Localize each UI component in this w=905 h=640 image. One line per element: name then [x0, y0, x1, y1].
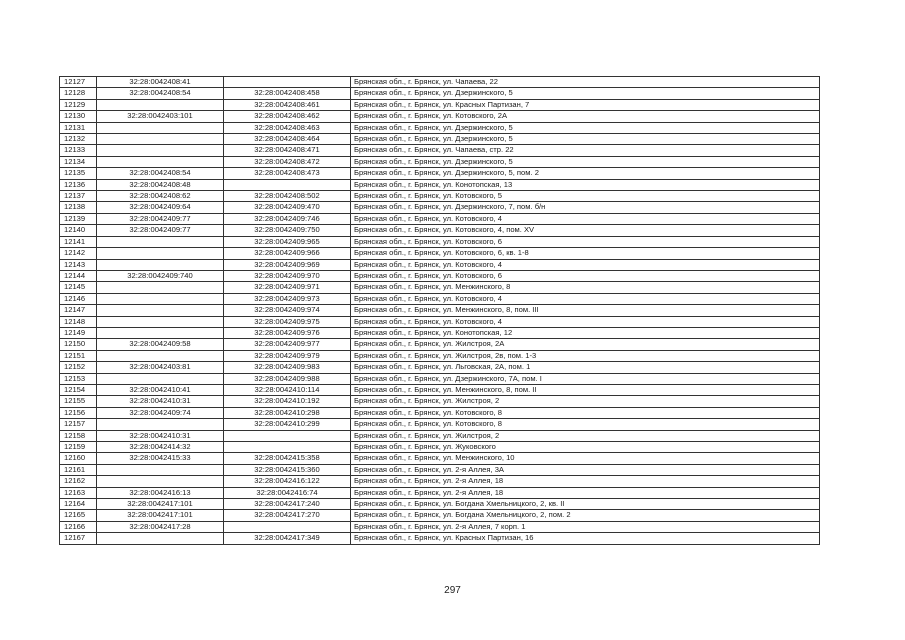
parcel-number-cell — [97, 156, 224, 167]
parcel-number-cell: 32:28:0042408:54 — [97, 88, 224, 99]
address-cell: Брянская обл., г. Брянск, ул. Котовского, 6, кв. 1-8 — [351, 248, 820, 259]
table-row — [60, 464, 820, 475]
object-number-cell — [224, 430, 351, 441]
table-row — [60, 134, 820, 145]
object-number-cell: 32:28:0042408:461 — [224, 99, 351, 110]
object-number-cell — [224, 179, 351, 190]
address-cell: Брянская обл., г. Брянск, ул. Менжинского, 8 — [351, 282, 820, 293]
table-row — [60, 225, 820, 236]
object-number-cell: 32:28:0042409:988 — [224, 373, 351, 384]
address-cell: Брянская обл., г. Брянск, ул. Чапаева, стр. 22 — [351, 145, 820, 156]
object-number-cell: 32:28:0042408:458 — [224, 88, 351, 99]
address-cell: Брянская обл., г. Брянск, ул. Дзержинского, 5 — [351, 134, 820, 145]
table-row — [60, 442, 820, 453]
row-number-cell: 12151 — [60, 350, 97, 361]
address-cell: Брянская обл., г. Брянск, ул. Конотопская, 13 — [351, 179, 820, 190]
table-row — [60, 510, 820, 521]
address-cell: Брянская обл., г. Брянск, ул. Котовского, 2А — [351, 111, 820, 122]
parcel-number-cell: 32:28:0042403:81 — [97, 362, 224, 373]
address-cell: Брянская обл., г. Брянск, ул. Котовского, 8 — [351, 407, 820, 418]
table-row — [60, 396, 820, 407]
table-row — [60, 327, 820, 338]
row-number-cell: 12152 — [60, 362, 97, 373]
object-number-cell: 32:28:0042415:360 — [224, 464, 351, 475]
parcel-number-cell — [97, 327, 224, 338]
parcel-number-cell: 32:28:0042408:54 — [97, 168, 224, 179]
object-number-cell: 32:28:0042410:299 — [224, 419, 351, 430]
table-row — [60, 305, 820, 316]
row-number-cell: 12139 — [60, 213, 97, 224]
object-number-cell: 32:28:0042417:349 — [224, 533, 351, 544]
object-number-cell: 32:28:0042409:965 — [224, 236, 351, 247]
table-row — [60, 487, 820, 498]
cadastral-table — [59, 76, 820, 545]
object-number-cell: 32:28:0042409:977 — [224, 339, 351, 350]
table-row — [60, 122, 820, 133]
row-number-cell: 12162 — [60, 476, 97, 487]
object-number-cell: 32:28:0042409:983 — [224, 362, 351, 373]
row-number-cell: 12131 — [60, 122, 97, 133]
parcel-number-cell: 32:28:0042408:41 — [97, 77, 224, 88]
object-number-cell: 32:28:0042416:122 — [224, 476, 351, 487]
address-cell: Брянская обл., г. Брянск, ул. Жуковского — [351, 442, 820, 453]
row-number-cell: 12132 — [60, 134, 97, 145]
object-number-cell: 32:28:0042409:966 — [224, 248, 351, 259]
row-number-cell: 12137 — [60, 191, 97, 202]
object-number-cell: 32:28:0042417:270 — [224, 510, 351, 521]
object-number-cell: 32:28:0042409:973 — [224, 293, 351, 304]
object-number-cell: 32:28:0042408:473 — [224, 168, 351, 179]
object-number-cell: 32:28:0042409:976 — [224, 327, 351, 338]
address-cell: Брянская обл., г. Брянск, ул. Дзержинского, 5 — [351, 88, 820, 99]
table-row — [60, 191, 820, 202]
row-number-cell: 12144 — [60, 270, 97, 281]
object-number-cell: 32:28:0042409:750 — [224, 225, 351, 236]
row-number-cell: 12128 — [60, 88, 97, 99]
address-cell: Брянская обл., г. Брянск, ул. Котовского, 5 — [351, 191, 820, 202]
parcel-number-cell — [97, 282, 224, 293]
object-number-cell: 32:28:0042409:746 — [224, 213, 351, 224]
row-number-cell: 12153 — [60, 373, 97, 384]
parcel-number-cell — [97, 305, 224, 316]
row-number-cell: 12130 — [60, 111, 97, 122]
parcel-number-cell: 32:28:0042410:31 — [97, 430, 224, 441]
cadastral-table-body — [60, 77, 820, 545]
parcel-number-cell: 32:28:0042409:58 — [97, 339, 224, 350]
address-cell: Брянская обл., г. Брянск, ул. Конотопская, 12 — [351, 327, 820, 338]
table-row — [60, 499, 820, 510]
address-cell: Брянская обл., г. Брянск, ул. Котовского, 8 — [351, 419, 820, 430]
address-cell: Брянская обл., г. Брянск, ул. Красных Партизан, 16 — [351, 533, 820, 544]
parcel-number-cell — [97, 350, 224, 361]
row-number-cell: 12140 — [60, 225, 97, 236]
object-number-cell: 32:28:0042408:464 — [224, 134, 351, 145]
address-cell: Брянская обл., г. Брянск, ул. Дзержинского, 5 — [351, 122, 820, 133]
parcel-number-cell: 32:28:0042409:77 — [97, 213, 224, 224]
page-number: 297 — [444, 585, 461, 596]
row-number-cell: 12143 — [60, 259, 97, 270]
row-number-cell: 12145 — [60, 282, 97, 293]
parcel-number-cell: 32:28:0042415:33 — [97, 453, 224, 464]
parcel-number-cell: 32:28:0042417:101 — [97, 510, 224, 521]
address-cell: Брянская обл., г. Брянск, ул. Менжинского, 10 — [351, 453, 820, 464]
row-number-cell: 12136 — [60, 179, 97, 190]
parcel-number-cell: 32:28:0042408:62 — [97, 191, 224, 202]
parcel-number-cell — [97, 145, 224, 156]
table-row — [60, 202, 820, 213]
table-row — [60, 407, 820, 418]
parcel-number-cell: 32:28:0042409:740 — [97, 270, 224, 281]
table-row — [60, 111, 820, 122]
object-number-cell: 32:28:0042409:975 — [224, 316, 351, 327]
parcel-number-cell — [97, 134, 224, 145]
parcel-number-cell — [97, 419, 224, 430]
table-row — [60, 339, 820, 350]
object-number-cell — [224, 442, 351, 453]
address-cell: Брянская обл., г. Брянск, ул. Дзержинского, 7А, пом. I — [351, 373, 820, 384]
row-number-cell: 12146 — [60, 293, 97, 304]
address-cell: Брянская обл., г. Брянск, ул. Котовского, 6 — [351, 236, 820, 247]
object-number-cell — [224, 521, 351, 532]
object-number-cell: 32:28:0042416:74 — [224, 487, 351, 498]
row-number-cell: 12127 — [60, 77, 97, 88]
address-cell: Брянская обл., г. Брянск, ул. Чапаева, 22 — [351, 77, 820, 88]
table-row — [60, 282, 820, 293]
object-number-cell: 32:28:0042409:970 — [224, 270, 351, 281]
parcel-number-cell — [97, 99, 224, 110]
address-cell: Брянская обл., г. Брянск, ул. Котовского, 4 — [351, 316, 820, 327]
parcel-number-cell — [97, 316, 224, 327]
object-number-cell: 32:28:0042409:971 — [224, 282, 351, 293]
table-row — [60, 213, 820, 224]
address-cell: Брянская обл., г. Брянск, ул. Богдана Хмельницкого, 2, пом. 2 — [351, 510, 820, 521]
address-cell: Брянская обл., г. Брянск, ул. Жилстроя, 2 — [351, 430, 820, 441]
parcel-number-cell — [97, 259, 224, 270]
table-row — [60, 248, 820, 259]
table-row — [60, 236, 820, 247]
object-number-cell: 32:28:0042408:462 — [224, 111, 351, 122]
address-cell: Брянская обл., г. Брянск, ул. Менжинского, 8, пом. III — [351, 305, 820, 316]
address-cell: Брянская обл., г. Брянск, ул. Менжинского, 8, пом. II — [351, 384, 820, 395]
object-number-cell: 32:28:0042409:974 — [224, 305, 351, 316]
row-number-cell: 12166 — [60, 521, 97, 532]
table-row — [60, 316, 820, 327]
address-cell: Брянская обл., г. Брянск, ул. Жилстроя, 2 — [351, 396, 820, 407]
row-number-cell: 12129 — [60, 99, 97, 110]
table-row — [60, 384, 820, 395]
parcel-number-cell: 32:28:0042403:101 — [97, 111, 224, 122]
object-number-cell: 32:28:0042408:502 — [224, 191, 351, 202]
parcel-number-cell — [97, 464, 224, 475]
parcel-number-cell: 32:28:0042409:64 — [97, 202, 224, 213]
table-row — [60, 453, 820, 464]
address-cell: Брянская обл., г. Брянск, ул. Дзержинского, 7, пом. б/н — [351, 202, 820, 213]
table-row — [60, 99, 820, 110]
address-cell: Брянская обл., г. Брянск, ул. Котовского, 6 — [351, 270, 820, 281]
object-number-cell: 32:28:0042409:969 — [224, 259, 351, 270]
address-cell: Брянская обл., г. Брянск, ул. 2-я Аллея, 7 корп. 1 — [351, 521, 820, 532]
address-cell: Брянская обл., г. Брянск, ул. Котовского, 4, пом. XV — [351, 225, 820, 236]
row-number-cell: 12135 — [60, 168, 97, 179]
row-number-cell: 12138 — [60, 202, 97, 213]
parcel-number-cell: 32:28:0042410:31 — [97, 396, 224, 407]
row-number-cell: 12141 — [60, 236, 97, 247]
table-row — [60, 88, 820, 99]
table-row — [60, 476, 820, 487]
object-number-cell: 32:28:0042410:114 — [224, 384, 351, 395]
row-number-cell: 12160 — [60, 453, 97, 464]
row-number-cell: 12159 — [60, 442, 97, 453]
row-number-cell: 12167 — [60, 533, 97, 544]
object-number-cell: 32:28:0042409:470 — [224, 202, 351, 213]
row-number-cell: 12150 — [60, 339, 97, 350]
row-number-cell: 12158 — [60, 430, 97, 441]
address-cell: Брянская обл., г. Брянск, ул. 2-я Аллея, 3А — [351, 464, 820, 475]
parcel-number-cell — [97, 293, 224, 304]
parcel-number-cell: 32:28:0042417:28 — [97, 521, 224, 532]
address-cell: Брянская обл., г. Брянск, ул. Красных Партизан, 7 — [351, 99, 820, 110]
parcel-number-cell: 32:28:0042414:32 — [97, 442, 224, 453]
parcel-number-cell — [97, 236, 224, 247]
object-number-cell: 32:28:0042408:472 — [224, 156, 351, 167]
table-row — [60, 270, 820, 281]
object-number-cell: 32:28:0042408:471 — [224, 145, 351, 156]
parcel-number-cell: 32:28:0042409:74 — [97, 407, 224, 418]
table-row — [60, 533, 820, 544]
table-row — [60, 145, 820, 156]
table-row — [60, 430, 820, 441]
table-row — [60, 168, 820, 179]
object-number-cell: 32:28:0042410:192 — [224, 396, 351, 407]
table-row — [60, 373, 820, 384]
object-number-cell: 32:28:0042410:298 — [224, 407, 351, 418]
object-number-cell: 32:28:0042409:979 — [224, 350, 351, 361]
row-number-cell: 12147 — [60, 305, 97, 316]
row-number-cell: 12163 — [60, 487, 97, 498]
row-number-cell: 12148 — [60, 316, 97, 327]
address-cell: Брянская обл., г. Брянск, ул. Котовского, 4 — [351, 259, 820, 270]
row-number-cell: 12157 — [60, 419, 97, 430]
address-cell: Брянская обл., г. Брянск, ул. Котовского, 4 — [351, 213, 820, 224]
address-cell: Брянская обл., г. Брянск, ул. 2-я Аллея, 18 — [351, 476, 820, 487]
parcel-number-cell — [97, 476, 224, 487]
address-cell: Брянская обл., г. Брянск, ул. Жилстроя, 2в, пом. 1-3 — [351, 350, 820, 361]
row-number-cell: 12164 — [60, 499, 97, 510]
row-number-cell: 12142 — [60, 248, 97, 259]
parcel-number-cell — [97, 533, 224, 544]
table-row — [60, 419, 820, 430]
row-number-cell: 12155 — [60, 396, 97, 407]
address-cell: Брянская обл., г. Брянск, ул. Богдана Хмельницкого, 2, кв. II — [351, 499, 820, 510]
row-number-cell: 12134 — [60, 156, 97, 167]
address-cell: Брянская обл., г. Брянск, ул. Льговская, 2А, пом. 1 — [351, 362, 820, 373]
table-row — [60, 156, 820, 167]
row-number-cell: 12161 — [60, 464, 97, 475]
table-row — [60, 179, 820, 190]
parcel-number-cell: 32:28:0042409:77 — [97, 225, 224, 236]
address-cell: Брянская обл., г. Брянск, ул. Жилстроя, 2А — [351, 339, 820, 350]
row-number-cell: 12165 — [60, 510, 97, 521]
table-row — [60, 293, 820, 304]
parcel-number-cell — [97, 373, 224, 384]
table-row — [60, 362, 820, 373]
object-number-cell: 32:28:0042417:240 — [224, 499, 351, 510]
address-cell: Брянская обл., г. Брянск, ул. Дзержинского, 5 — [351, 156, 820, 167]
object-number-cell: 32:28:0042415:358 — [224, 453, 351, 464]
parcel-number-cell — [97, 248, 224, 259]
parcel-number-cell: 32:28:0042417:101 — [97, 499, 224, 510]
parcel-number-cell: 32:28:0042410:41 — [97, 384, 224, 395]
table-row — [60, 259, 820, 270]
parcel-number-cell: 32:28:0042416:13 — [97, 487, 224, 498]
parcel-number-cell: 32:28:0042408:48 — [97, 179, 224, 190]
address-cell: Брянская обл., г. Брянск, ул. Дзержинского, 5, пом. 2 — [351, 168, 820, 179]
row-number-cell: 12149 — [60, 327, 97, 338]
table-row — [60, 77, 820, 88]
table-row — [60, 350, 820, 361]
object-number-cell — [224, 77, 351, 88]
table-row — [60, 521, 820, 532]
row-number-cell: 12156 — [60, 407, 97, 418]
row-number-cell: 12154 — [60, 384, 97, 395]
parcel-number-cell — [97, 122, 224, 133]
address-cell: Брянская обл., г. Брянск, ул. Котовского, 4 — [351, 293, 820, 304]
row-number-cell: 12133 — [60, 145, 97, 156]
object-number-cell: 32:28:0042408:463 — [224, 122, 351, 133]
address-cell: Брянская обл., г. Брянск, ул. 2-я Аллея, 18 — [351, 487, 820, 498]
